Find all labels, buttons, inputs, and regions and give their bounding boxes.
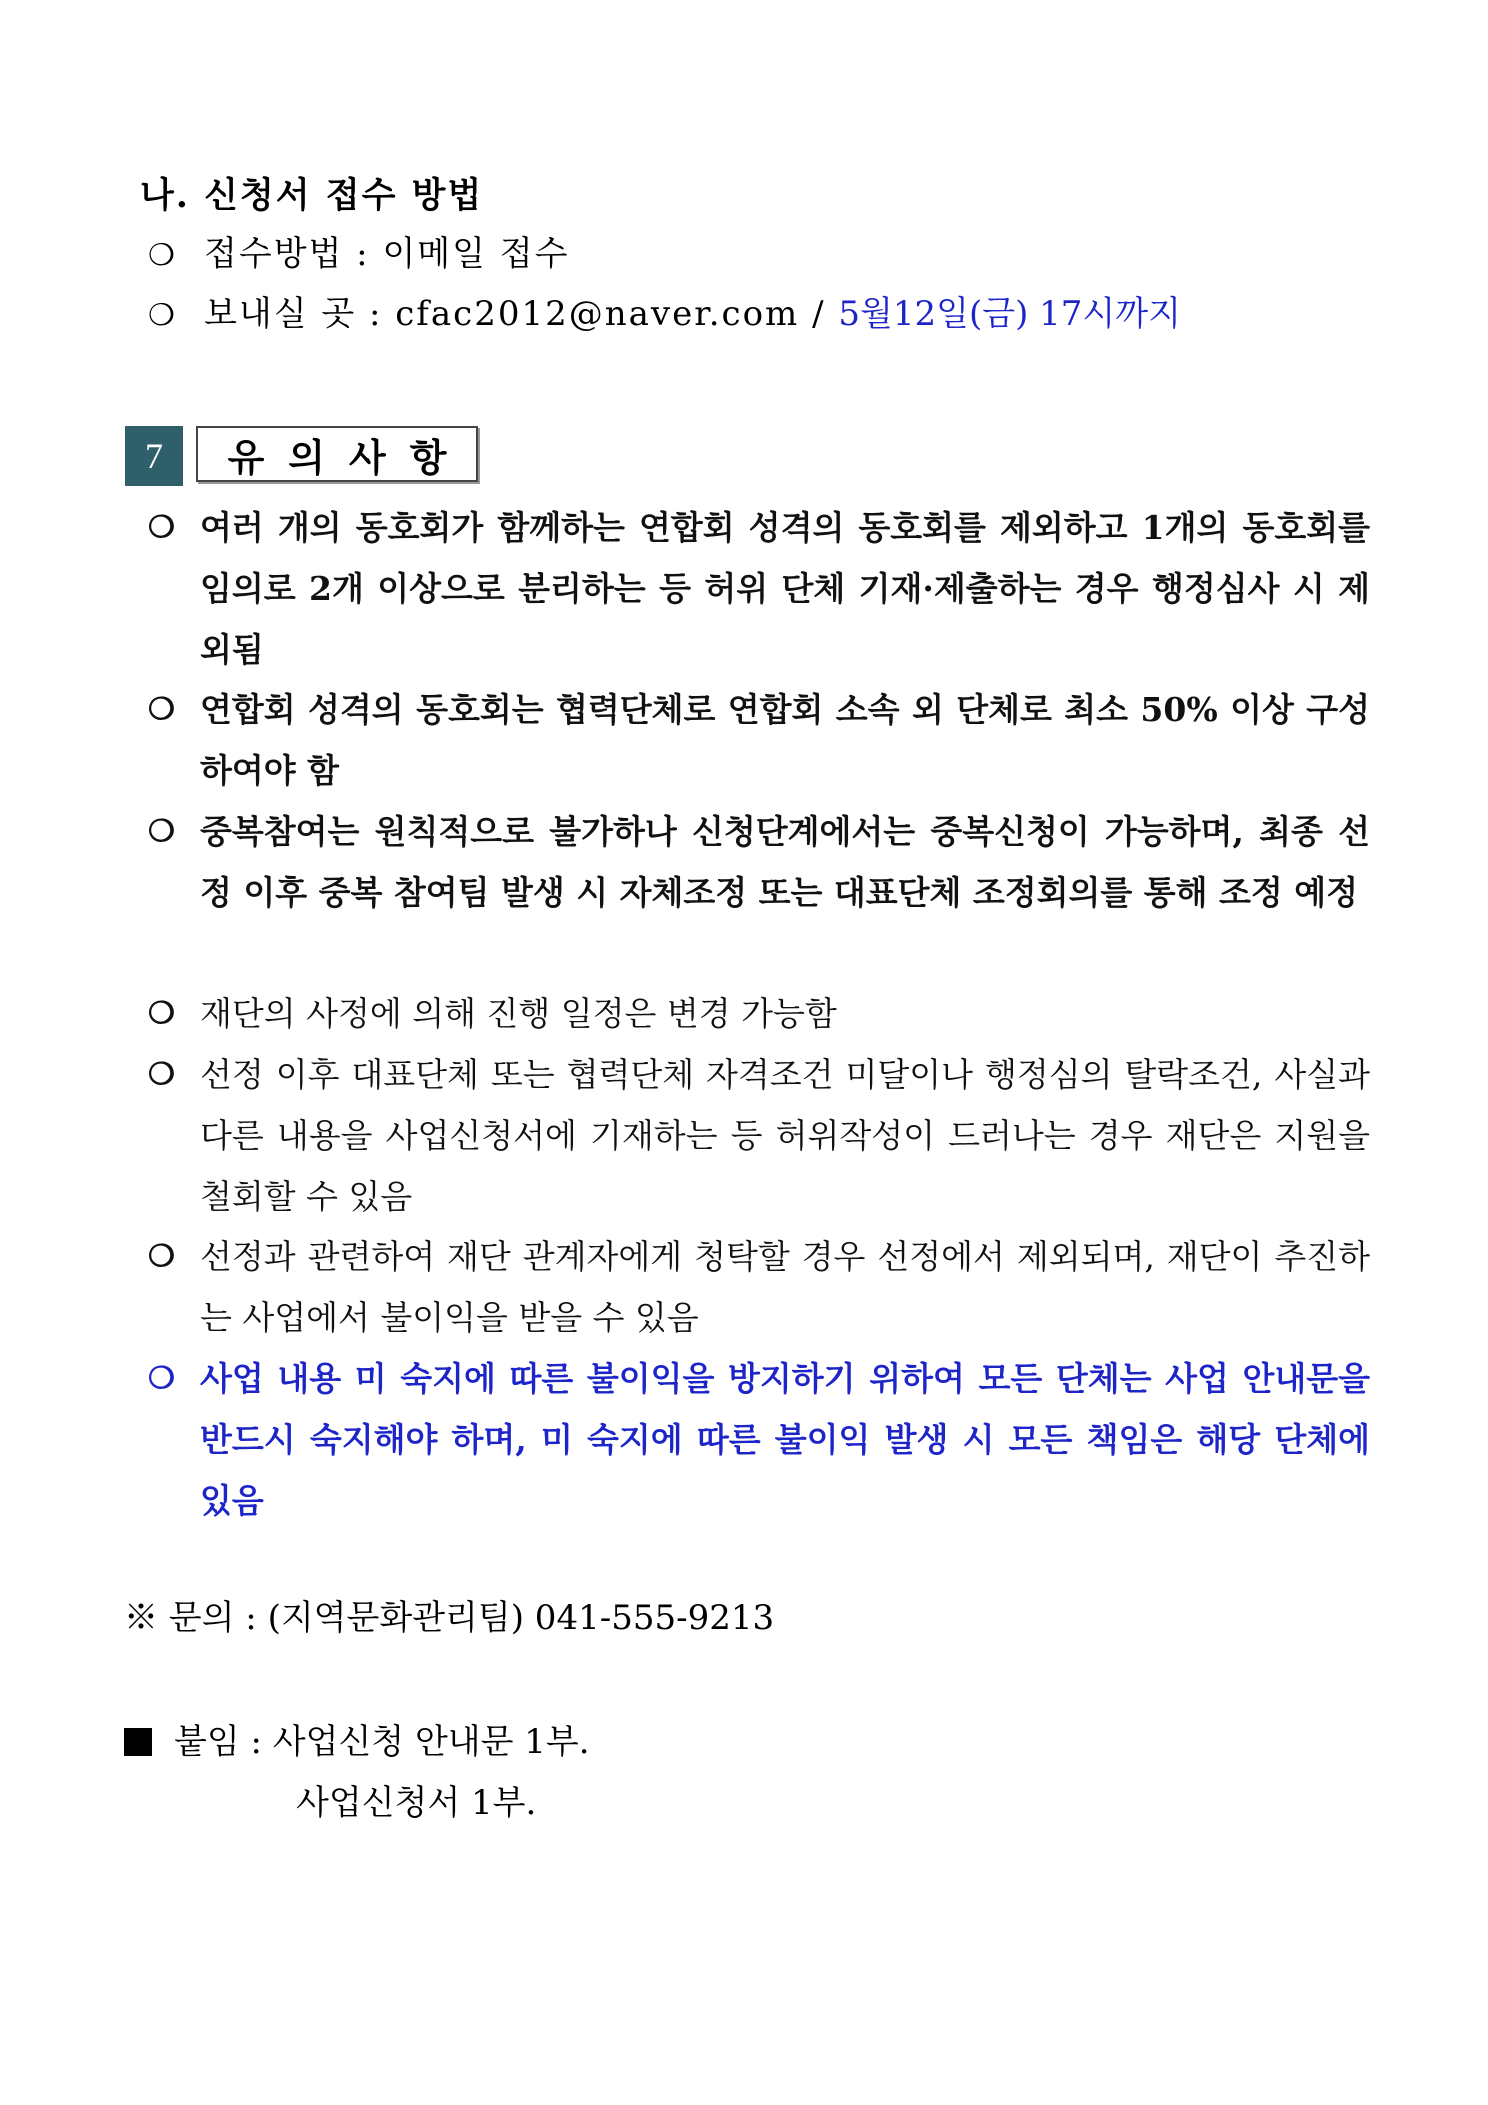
notice-item-7	[148, 1348, 1370, 1531]
section-number: 7	[125, 426, 183, 486]
attachment-text-1: 붙임 : 사업신청 안내문 1부.	[174, 1722, 590, 1762]
circle-bullet-icon: ❍	[148, 996, 175, 1031]
notice-item-1	[148, 497, 1370, 680]
circle-bullet-icon: ❍	[148, 1057, 175, 1092]
notice-text: 여러 개의 동호회가 함께하는 연합회 성격의 동호회를 제외하고 1개의 동호회를 임의로 2개 이상으로 분리하는 등 허위 단체 기재·제출하는 경우 행정심사 시 제외됨	[200, 508, 1370, 669]
notice-text: 선정과 관련하여 재단 관계자에게 청탁할 경우 선정에서 제외되며, 재단이 추진하는 사업에서 불이익을 받을 수 있음	[200, 1237, 1370, 1337]
notice-item-3	[148, 801, 1370, 923]
square-bullet-icon	[124, 1728, 152, 1756]
method-line	[148, 224, 569, 286]
contact-info: ※ 문의 : (지역문화관리팀) 041-555-9213	[124, 1598, 775, 1638]
attachment-line-2: 사업신청서 1부.	[296, 1783, 537, 1823]
send-address: 보내실 곳 : cfac2012@naver.com /	[204, 294, 839, 334]
send-line	[148, 284, 1181, 346]
notice-item-6	[148, 1226, 1370, 1348]
send-deadline: 5월12일(금) 17시까지	[838, 294, 1181, 334]
notice-item-2	[148, 679, 1370, 801]
notice-text: 재단의 사정에 의해 진행 일정은 변경 가능함	[200, 994, 837, 1033]
attachment-line-1	[124, 1712, 590, 1773]
notice-text: 연합회 성격의 동호회는 협력단체로 연합회 소속 외 단체로 최소 50% 이상 구성하여야 함	[200, 690, 1370, 790]
notice-item-4	[148, 983, 1370, 1044]
circle-bullet-icon: ❍	[148, 238, 175, 273]
circle-bullet-icon: ❍	[148, 298, 175, 333]
subsection-title: 나. 신청서 접수 방법	[140, 175, 484, 216]
circle-bullet-icon: ❍	[148, 1239, 175, 1274]
notice-text: 선정 이후 대표단체 또는 협력단체 자격조건 미달이나 행정심의 탈락조건, 사실과 다른 내용을 사업신청서에 기재하는 등 허위작성이 드러나는 경우 재단은 지원을 철회할 수 있음	[200, 1055, 1370, 1216]
circle-bullet-icon: ❍	[148, 510, 175, 545]
circle-bullet-icon: ❍	[148, 1361, 175, 1396]
method-text: 접수방법 : 이메일 접수	[204, 234, 570, 274]
circle-bullet-icon: ❍	[148, 814, 175, 849]
notice-text: 사업 내용 미 숙지에 따른 불이익을 방지하기 위하여 모든 단체는 사업 안내문을 반드시 숙지해야 하며, 미 숙지에 따른 불이익 발생 시 모든 책임은 해당 단체에 있음	[200, 1359, 1370, 1520]
notice-text: 중복참여는 원칙적으로 불가하나 신청단계에서는 중복신청이 가능하며, 최종 선정 이후 중복 참여팀 발생 시 자체조정 또는 대표단체 조정회의를 통해 조정 예정	[200, 812, 1370, 912]
circle-bullet-icon: ❍	[148, 692, 175, 727]
section-title: 유의사항	[196, 426, 478, 482]
notice-item-5	[148, 1044, 1370, 1227]
